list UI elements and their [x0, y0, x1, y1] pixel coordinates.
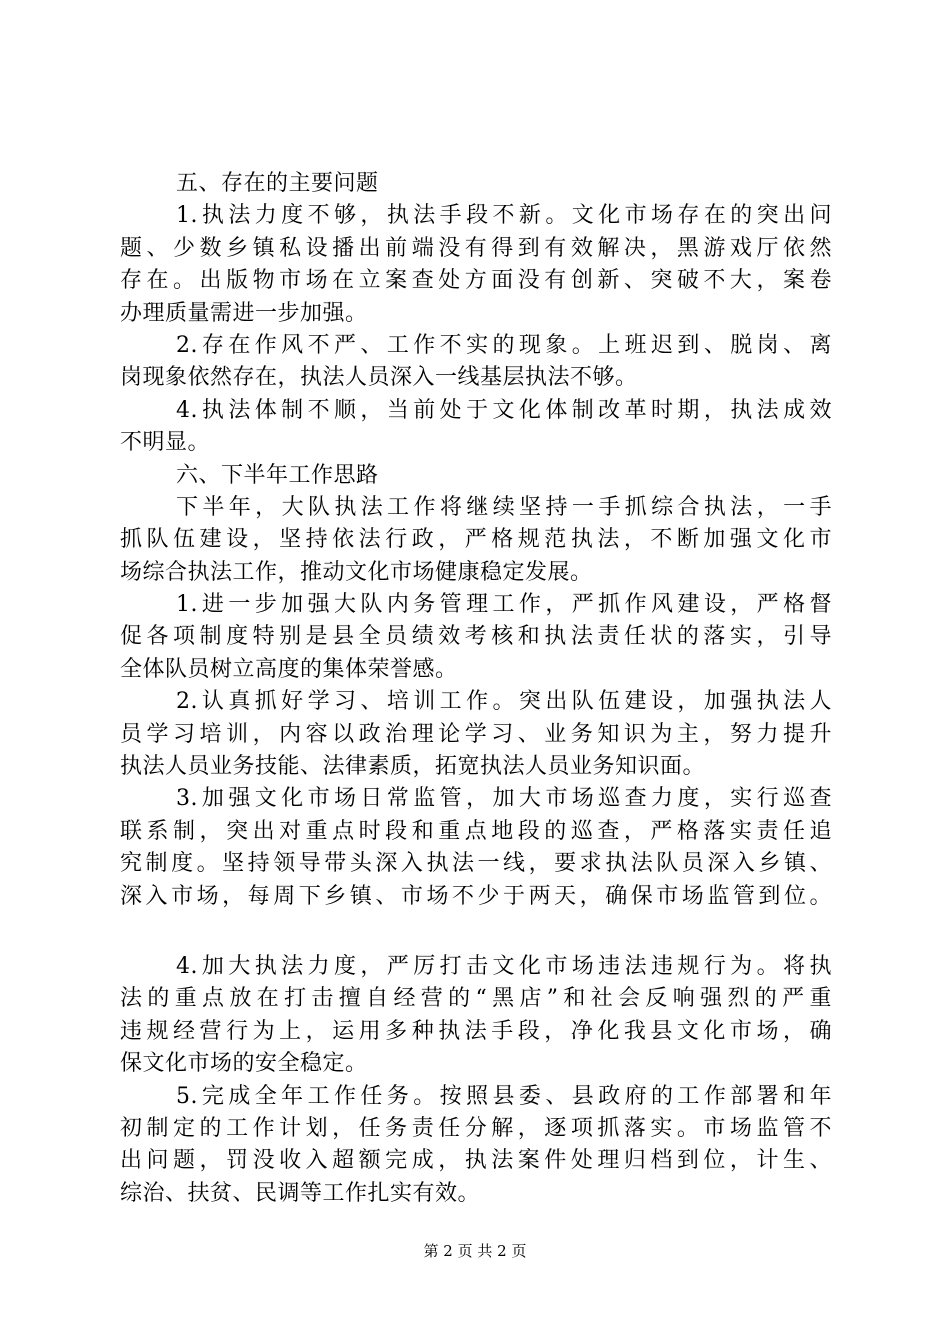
heading-line: 五、存在的主要问题	[176, 171, 379, 196]
paragraph	[120, 686, 832, 783]
text-line: 究制度。坚持领导带头深入执法一线，要求执法队员深入乡镇、	[120, 851, 832, 877]
text-line: 促各项制度特别是县全员绩效考核和执法责任状的落实，引导	[120, 624, 832, 650]
text-line: 5.完成全年工作任务。按照县委、县政府的工作部署和年	[176, 1083, 832, 1109]
paragraph	[120, 200, 832, 330]
page-number-footer: 第 2 页 共 2 页	[423, 1242, 527, 1260]
text-line: 抓队伍建设，坚持依法行政，严格规范执法，不断加强文化市	[120, 527, 832, 553]
paragraph	[120, 330, 832, 395]
blank-line	[120, 913, 832, 951]
text-line: 题、少数乡镇私设播出前端没有得到有效解决，黑游戏厅依然	[120, 235, 832, 261]
text-line: 综治、扶贫、民调等工作扎实有效。	[120, 1180, 481, 1206]
paragraph	[120, 1081, 832, 1211]
text-line: 4.加大执法力度，严厉打击文化市场违法违规行为。将执	[176, 953, 832, 979]
text-line: 岗现象依然存在，执法人员深入一线基层执法不够。	[120, 365, 638, 391]
paragraph	[120, 783, 832, 913]
text-line: 办理质量需进一步加强。	[120, 300, 368, 326]
text-line: 违规经营行为上，运用多种执法手段，净化我县文化市场，确	[120, 1018, 832, 1044]
text-line: 不明显。	[120, 430, 211, 456]
paragraph	[120, 492, 832, 589]
text-line: 初制定的工作计划，任务责任分解，逐项抓落实。市场监管不	[120, 1115, 832, 1141]
text-line: 联系制，突出对重点时段和重点地段的巡查，严格落实责任追	[120, 818, 832, 844]
text-line: 执法人员业务技能、法律素质，拓宽执法人员业务知识面。	[120, 754, 706, 780]
text-line: 2.认真抓好学习、培训工作。突出队伍建设，加强执法人	[176, 689, 832, 715]
text-line: 出问题，罚没收入超额完成，执法案件处理归档到位，计生、	[120, 1148, 832, 1174]
document-body	[120, 168, 832, 1210]
text-line: 保文化市场的安全稳定。	[120, 1051, 368, 1077]
paragraph	[120, 589, 832, 686]
text-line: 深入市场，每周下乡镇、市场不少于两天，确保市场监管到位。	[120, 883, 832, 909]
text-line: 3.加强文化市场日常监管，加大市场巡查力度，实行巡查	[176, 786, 832, 812]
text-line: 场综合执法工作，推动文化市场健康稳定发展。	[120, 559, 593, 585]
text-line: 下半年，大队执法工作将继续坚持一手抓综合执法，一手	[176, 494, 832, 520]
section-heading	[120, 460, 832, 492]
section-heading	[120, 168, 832, 200]
text-line: 法的重点放在打击擅自经营的“黑店”和社会反响强烈的严重	[120, 986, 832, 1012]
paragraph	[120, 951, 832, 1081]
text-line: 2.存在作风不严、工作不实的现象。上班迟到、脱岗、离	[176, 332, 832, 358]
text-line: 全体队员树立高度的集体荣誉感。	[120, 656, 458, 682]
paragraph	[120, 395, 832, 460]
text-line: 4.执法体制不顺，当前处于文化体制改革时期，执法成效	[176, 397, 832, 423]
text-line: 员学习培训，内容以政治理论学习、业务知识为主，努力提升	[120, 721, 832, 747]
heading-line: 六、下半年工作思路	[176, 462, 379, 488]
text-line: 1.进一步加强大队内务管理工作，严抓作风建设，严格督	[176, 592, 832, 618]
text-line: 1.执法力度不够，执法手段不新。文化市场存在的突出问	[176, 203, 832, 229]
text-line: 存在。出版物市场在立案查处方面没有创新、突破不大，案卷	[120, 268, 832, 294]
